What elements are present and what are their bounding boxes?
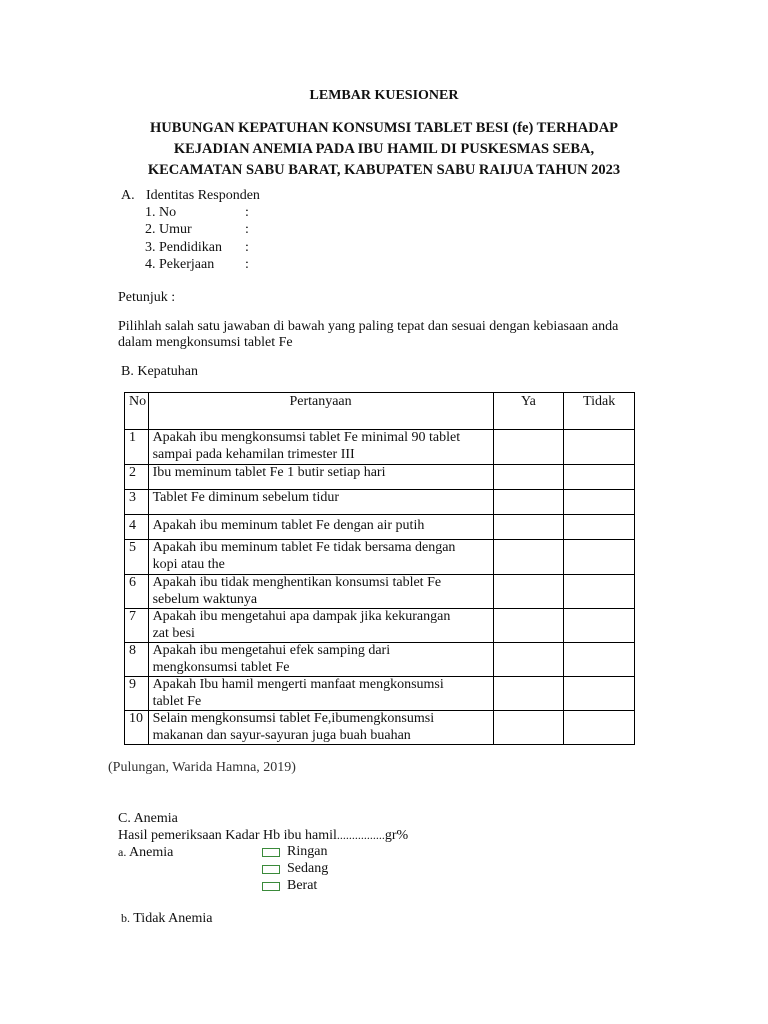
- section-c-heading: C. Anemia: [118, 811, 178, 826]
- table-header-row: [125, 393, 635, 430]
- question-number: 1: [125, 430, 149, 465]
- header-yes: Ya: [493, 393, 564, 430]
- question-line: Apakah Ibu hamil mengerti manfaat mengkonsumsi: [152, 677, 444, 692]
- question-text: Tablet Fe diminum sebelum tidur: [148, 490, 493, 515]
- question-number: 2: [125, 465, 149, 490]
- identity-separator: :: [245, 239, 249, 255]
- instruction-line: Pilihlah salah satu jawaban di bawah yang paling tepat dan sesuai dengan kebiasaan anda: [118, 319, 619, 334]
- question-line: sebelum waktunya: [152, 591, 258, 607]
- question-line: tablet Fe: [152, 693, 202, 709]
- question-text: [148, 575, 493, 609]
- question-line: Apakah ibu mengetahui apa dampak jika kekurangan: [152, 609, 451, 624]
- option-tidak-anemia: [121, 911, 212, 927]
- question-line: kopi atau the: [152, 556, 225, 572]
- hb-result-line: [118, 827, 408, 844]
- option-b-label: Tidak Anemia: [130, 911, 213, 926]
- respondent-identity-list: [145, 204, 249, 273]
- question-text: [148, 609, 493, 643]
- answer-yes-cell[interactable]: [493, 515, 564, 540]
- instruction-text: [118, 319, 618, 351]
- answer-no-cell[interactable]: [564, 643, 635, 677]
- header-no: No: [125, 393, 149, 430]
- severity-label: Sedang: [287, 861, 329, 876]
- research-title-line: KECAMATAN SABU BARAT, KABUPATEN SABU RAIJUA TAHUN 2023: [147, 162, 621, 178]
- option-a-letter: a.: [118, 845, 127, 859]
- question-line: sampai pada kehamilan trimester III: [152, 446, 355, 462]
- identity-label: 4. Pekerjaan: [145, 256, 215, 272]
- table-row: [125, 515, 635, 540]
- question-line: zat besi: [152, 625, 195, 641]
- identity-field-no: [145, 204, 249, 221]
- identity-field-pendidikan: [145, 239, 249, 256]
- research-title: [0, 118, 768, 181]
- answer-no-cell[interactable]: [564, 711, 635, 745]
- table-row: [125, 677, 635, 711]
- question-text: Ibu meminum tablet Fe 1 butir setiap hari: [148, 465, 493, 490]
- question-number: 4: [125, 515, 149, 540]
- identity-label: 2. Umur: [145, 222, 192, 238]
- hb-result-blank[interactable]: ................: [336, 828, 385, 842]
- question-number: 9: [125, 677, 149, 711]
- answer-no-cell[interactable]: [564, 490, 635, 515]
- question-line: Apakah ibu mengkonsumsi tablet Fe minimal 90 tablet: [152, 430, 461, 445]
- identity-label: 1. No: [145, 205, 177, 220]
- identity-separator: :: [245, 222, 249, 238]
- question-text: [148, 540, 493, 575]
- question-number: 6: [125, 575, 149, 609]
- question-line: Apakah ibu tidak menghentikan konsumsi tablet Fe: [152, 575, 442, 590]
- identity-separator: :: [245, 205, 249, 220]
- table-row: [125, 540, 635, 575]
- severity-option-berat[interactable]: [262, 878, 317, 894]
- severity-label: Berat: [287, 878, 318, 893]
- instruction-line: dalam mengkonsumsi tablet Fe: [118, 335, 293, 350]
- section-a-letter: A.: [121, 188, 135, 203]
- question-text: Apakah ibu meminum tablet Fe dengan air putih: [148, 515, 493, 540]
- question-line: makanan dan sayur-sayuran juga buah buahan: [152, 727, 411, 743]
- question-number: 7: [125, 609, 149, 643]
- compliance-questionnaire-table: [124, 392, 635, 745]
- table-row: [125, 465, 635, 490]
- checkbox-icon[interactable]: [262, 865, 280, 874]
- table-row: [125, 711, 635, 745]
- answer-yes-cell[interactable]: [493, 575, 564, 609]
- petunjuk-label: Petunjuk :: [118, 290, 176, 305]
- answer-yes-cell[interactable]: [493, 609, 564, 643]
- table-row: [125, 430, 635, 465]
- answer-no-cell[interactable]: [564, 575, 635, 609]
- question-line: Apakah ibu mengetahui efek samping dari: [152, 643, 391, 658]
- section-b-heading: B. Kepatuhan: [121, 364, 198, 379]
- citation: (Pulungan, Warida Hamna, 2019): [108, 760, 296, 775]
- severity-option-ringan[interactable]: [262, 844, 327, 860]
- answer-yes-cell[interactable]: [493, 677, 564, 711]
- table-row: [125, 609, 635, 643]
- identity-separator: :: [245, 256, 249, 272]
- option-b-letter: b.: [121, 911, 130, 925]
- question-line: mengkonsumsi tablet Fe: [152, 659, 290, 675]
- table-row: [125, 490, 635, 515]
- checkbox-icon[interactable]: [262, 882, 280, 891]
- answer-no-cell[interactable]: [564, 465, 635, 490]
- question-number: 10: [125, 711, 149, 745]
- question-number: 8: [125, 643, 149, 677]
- answer-yes-cell[interactable]: [493, 643, 564, 677]
- research-title-line: HUBUNGAN KEPATUHAN KONSUMSI TABLET BESI (fe) TERHADAP: [149, 120, 619, 136]
- identity-field-umur: [145, 221, 249, 238]
- question-text: [148, 677, 493, 711]
- answer-no-cell[interactable]: [564, 540, 635, 575]
- identity-field-pekerjaan: [145, 256, 249, 273]
- severity-option-sedang[interactable]: [262, 861, 328, 877]
- question-line: Apakah ibu meminum tablet Fe tidak bersama dengan: [152, 540, 456, 555]
- section-a-title: Identitas Responden: [146, 188, 260, 203]
- section-a-heading: [121, 188, 260, 204]
- answer-no-cell[interactable]: [564, 430, 635, 465]
- header-no-answer: Tidak: [564, 393, 635, 430]
- table-row: [125, 575, 635, 609]
- question-text: [148, 430, 493, 465]
- severity-label: Ringan: [287, 844, 328, 859]
- answer-yes-cell[interactable]: [493, 465, 564, 490]
- answer-no-cell[interactable]: [564, 515, 635, 540]
- answer-yes-cell[interactable]: [493, 711, 564, 745]
- answer-yes-cell[interactable]: [493, 540, 564, 575]
- answer-yes-cell[interactable]: [493, 490, 564, 515]
- question-line: Selain mengkonsumsi tablet Fe,ibumengkonsumsi: [152, 711, 435, 726]
- table-row: [125, 643, 635, 677]
- hb-unit: gr%: [384, 828, 409, 843]
- question-number: 5: [125, 540, 149, 575]
- answer-yes-cell[interactable]: [493, 430, 564, 465]
- checkbox-icon[interactable]: [262, 848, 280, 857]
- document-title: LEMBAR KUESIONER: [309, 88, 459, 103]
- question-text: [148, 711, 493, 745]
- answer-no-cell[interactable]: [564, 677, 635, 711]
- research-title-line: KEJADIAN ANEMIA PADA IBU HAMIL DI PUSKESMAS SEBA,: [173, 141, 595, 157]
- question-number: 3: [125, 490, 149, 515]
- identity-label: 3. Pendidikan: [145, 239, 222, 255]
- option-a-label: Anemia: [126, 845, 174, 860]
- header-question: Pertanyaan: [148, 393, 493, 430]
- hb-result-label: Hasil pemeriksaan Kadar Hb ibu hamil: [118, 828, 337, 843]
- question-text: [148, 643, 493, 677]
- answer-no-cell[interactable]: [564, 609, 635, 643]
